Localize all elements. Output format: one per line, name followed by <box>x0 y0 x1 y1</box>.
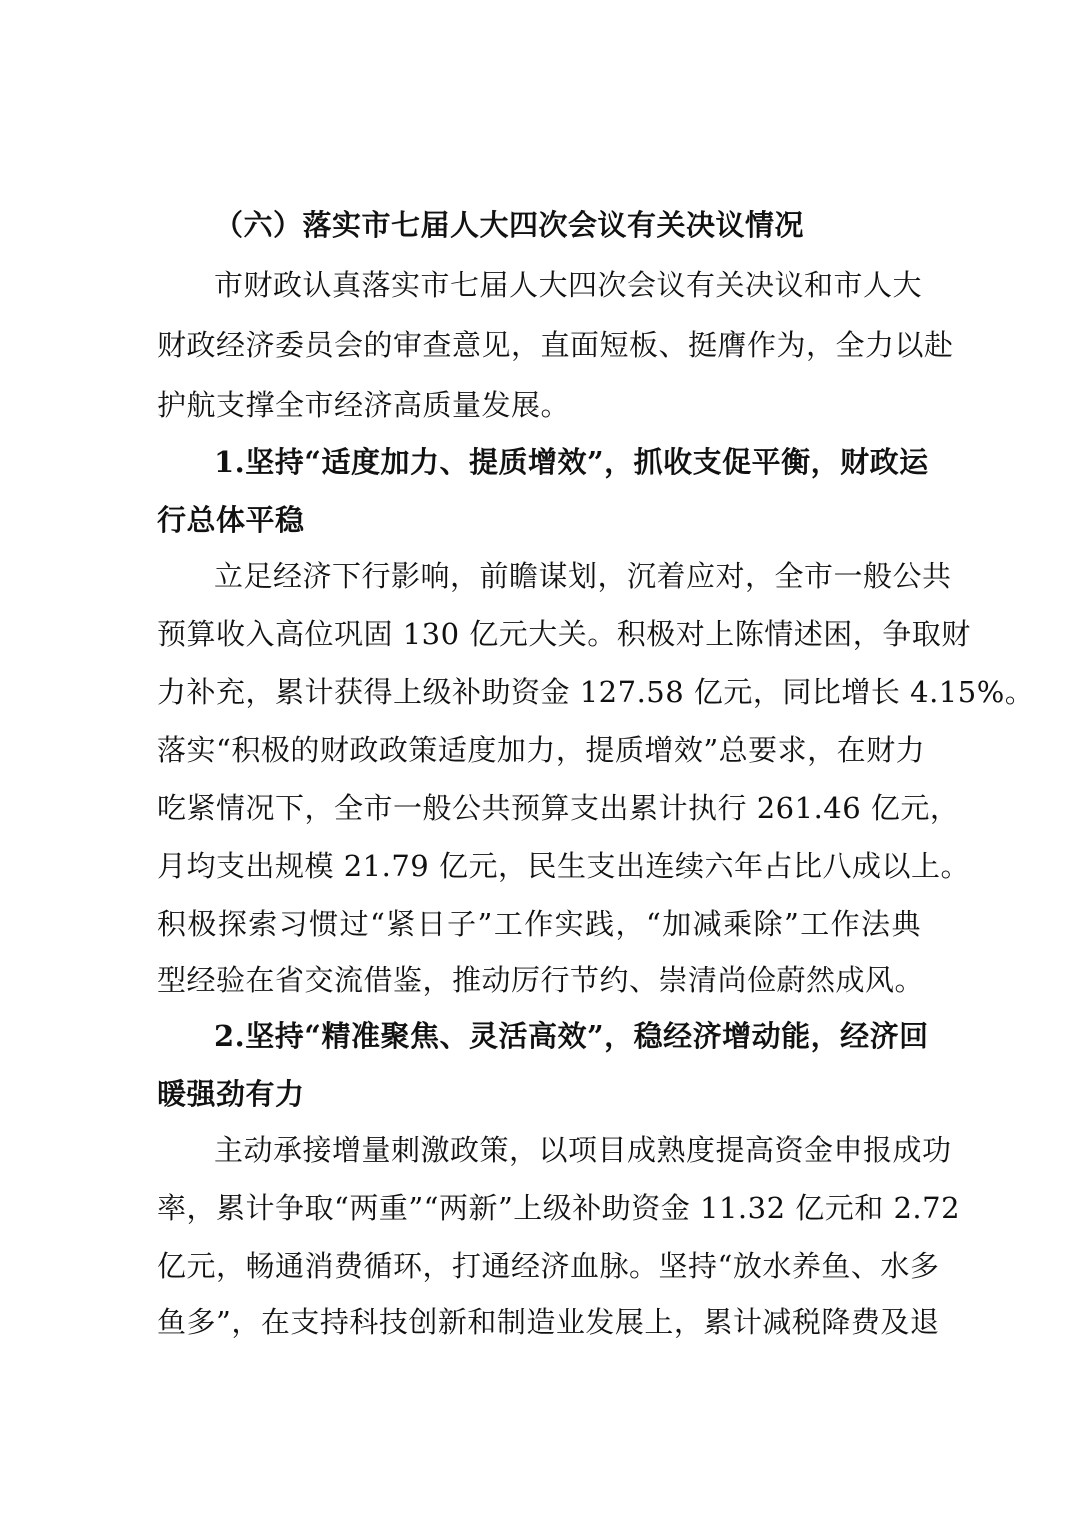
heading-2-line-1: 2.坚持“精准聚焦、灵活高效”，稳经济增动能，经济回 <box>214 1019 929 1053</box>
heading-1-line-2: 行总体平稳 <box>157 503 305 537</box>
paragraph-2-line-1: 立足经济下行影响，前瞻谋划，沉着应对，全市一般公共 <box>214 559 952 593</box>
heading-2-line-2: 暖强劲有力 <box>157 1077 305 1111</box>
paragraph-2-line-3: 力补充，累计获得上级补助资金 127.58 亿元，同比增长 4.15%。 <box>157 675 1035 709</box>
paragraph-2-line-8: 型经验在省交流借鉴，推动厉行节约、崇清尚俭蔚然成风。 <box>157 963 925 997</box>
section-title: （六）落实市七届人大四次会议有关决议情况 <box>214 208 805 242</box>
paragraph-1-line-2: 财政经济委员会的审查意见，直面短板、挺膺作为，全力以赴 <box>157 328 954 362</box>
paragraph-2-line-2: 预算收入高位巩固 130 亿元大关。积极对上陈情述困，争取财 <box>157 617 971 651</box>
paragraph-3-line-3: 亿元，畅通消费循环，打通经济血脉。坚持“放水养鱼、水多 <box>157 1249 940 1283</box>
paragraph-1-line-3: 护航支撑全市经济高质量发展。 <box>157 388 571 422</box>
paragraph-3-line-2: 率，累计争取“两重”“两新”上级补助资金 11.32 亿元和 2.72 <box>157 1191 961 1225</box>
heading-1-line-1: 1.坚持“适度加力、提质增效”，抓收支促平衡，财政运 <box>214 445 929 479</box>
paragraph-1-line-1: 市财政认真落实市七届人大四次会议有关决议和市人大 <box>214 268 923 302</box>
paragraph-2-line-7: 积极探索习惯过“紧日子”工作实践，“加减乘除”工作法典 <box>157 907 921 941</box>
paragraph-2-line-5: 吃紧情况下，全市一般公共预算支出累计执行 261.46 亿元， <box>157 791 960 825</box>
paragraph-2-line-6: 月均支出规模 21.79 亿元，民生支出连续六年占比八成以上。 <box>157 849 970 883</box>
paragraph-2-line-4: 落实“积极的财政政策适度加力，提质增效”总要求，在财力 <box>157 733 926 767</box>
paragraph-3-line-4: 鱼多”，在支持科技创新和制造业发展上，累计减税降费及退 <box>157 1305 940 1339</box>
paragraph-3-line-1: 主动承接增量刺激政策，以项目成熟度提高资金申报成功 <box>214 1133 952 1167</box>
